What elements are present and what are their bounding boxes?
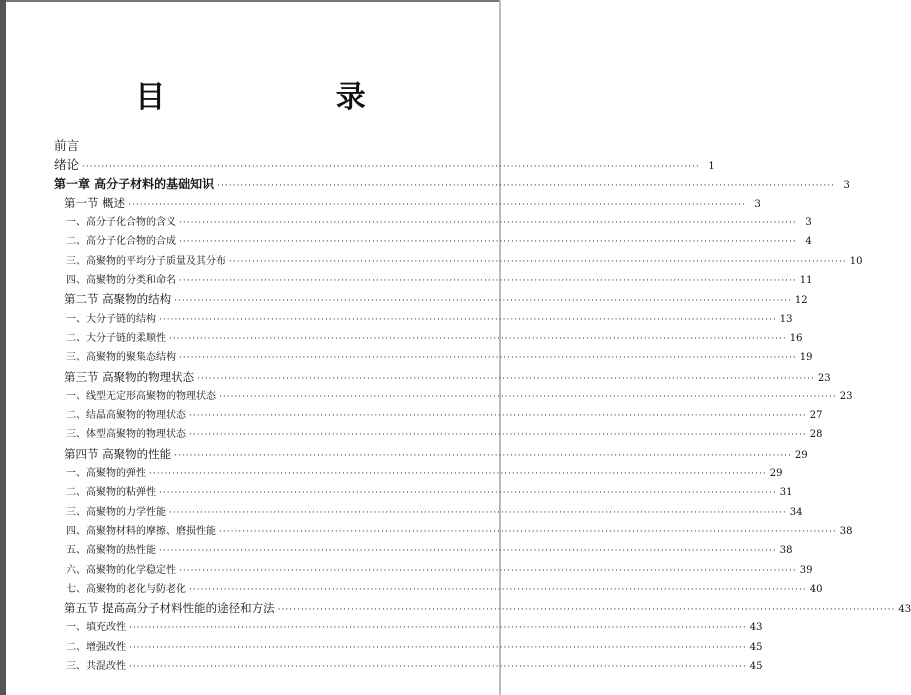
toc-entry (54, 232, 812, 251)
toc-entry-label: 一、高分子化合物的含义 (66, 217, 176, 229)
dot-leader: ································································································································································ (169, 333, 787, 344)
toc-entry (54, 483, 793, 502)
toc-entry (54, 348, 813, 367)
toc-entry-page: 23 (839, 390, 853, 402)
toc-entry (54, 541, 793, 560)
toc-entry-page: 38 (779, 545, 793, 557)
toc-entry (54, 290, 808, 309)
toc-entry-label: 七、高聚物的老化与防老化 (66, 583, 186, 595)
toc-entry-label: 一、线型无定形高聚物的物理状态 (66, 390, 216, 402)
toc-entry-page: 45 (749, 661, 763, 673)
dot-leader: ································································································································································ (169, 507, 787, 518)
toc-entry (54, 175, 850, 194)
dot-leader: ································································································································································ (179, 276, 797, 287)
dot-leader: ································································································································································ (129, 662, 747, 673)
dot-leader: ································································································································································ (197, 373, 815, 384)
toc-entry-label: 三、体型高聚物的物理状态 (66, 429, 186, 441)
dot-leader: ································································································································································ (129, 623, 747, 634)
toc-entry-label: 四、高聚物材料的摩擦、磨损性能 (66, 525, 216, 537)
toc-entry-page: 3 (754, 198, 761, 210)
toc-entry-page: 43 (898, 604, 911, 616)
toc-entry-page: 29 (794, 449, 808, 461)
toc-entry-page: 23 (817, 372, 831, 384)
toc-entry-label: 一、大分子链的结构 (66, 313, 156, 325)
toc-entry (54, 561, 813, 580)
toc-entry (54, 580, 823, 599)
toc-entry-label: 五、高聚物的热性能 (66, 545, 156, 557)
toc-entry-label: 三、共混改性 (66, 661, 126, 673)
dot-leader: ································································································································································ (189, 430, 807, 441)
dot-leader: ································································································································································ (159, 314, 777, 325)
toc-entry-page: 4 (805, 236, 812, 248)
toc-entry (54, 503, 803, 522)
page-title: 目 录 (135, 80, 446, 115)
toc-entry (54, 329, 803, 348)
toc-entry-page: 40 (809, 583, 823, 595)
toc-entry (54, 657, 763, 676)
toc-entry-page: 19 (799, 352, 813, 364)
toc-entry-page: 28 (809, 429, 823, 441)
dot-leader: ································································································································································ (219, 391, 837, 402)
toc-entry (54, 522, 853, 541)
dot-leader: ································································································································································ (128, 199, 746, 210)
dot-leader: ································································································································································ (159, 546, 777, 557)
toc-entry-label: 第四节 高聚物的性能 (64, 446, 172, 461)
toc-entry-label: 四、高聚物的分类和命名 (66, 275, 176, 287)
toc-entry-label: 六、高聚物的化学稳定性 (66, 564, 176, 576)
toc-entry-label: 三、高聚物的力学性能 (66, 506, 166, 518)
toc-entry-label: 二、增强改性 (66, 641, 126, 653)
toc-entry (54, 368, 831, 387)
toc-entry (54, 155, 715, 174)
toc-entry-label: 绪论 (54, 157, 80, 173)
toc-entry-page: 13 (779, 313, 793, 325)
toc-entry (54, 425, 823, 444)
toc-entry-page: 29 (769, 468, 783, 480)
toc-entry-page: 1 (708, 161, 715, 173)
dot-leader: ································································································································································ (174, 296, 792, 307)
toc-entry (54, 136, 444, 155)
dot-leader: ································································································································································ (179, 565, 797, 576)
table-of-contents (54, 136, 911, 676)
dot-leader: ································································································································································ (219, 526, 837, 537)
dot-leader: ································································································································································ (82, 162, 700, 173)
dot-leader: ································································································································································ (179, 218, 797, 229)
toc-entry-label: 二、大分子链的柔顺性 (66, 332, 166, 344)
toc-entry-page: 12 (794, 295, 808, 307)
toc-entry-label: 第三节 高聚物的物理状态 (64, 369, 195, 384)
dot-leader: ································································································································································ (159, 488, 777, 499)
toc-entry-label: 三、高聚物的平均分子质量及其分布 (66, 255, 226, 267)
toc-entry-page: 38 (839, 525, 853, 537)
dot-leader: ································································································································································ (229, 256, 847, 267)
toc-entry-label: 第五节 提高高分子材料性能的途径和方法 (64, 601, 275, 616)
dot-leader: ································································································································································ (189, 584, 807, 595)
toc-entry-label: 前言 (54, 138, 80, 153)
toc-entry (54, 310, 793, 329)
toc-entry (54, 194, 761, 213)
toc-entry (54, 618, 763, 637)
toc-entry-label: 一、填充改性 (66, 622, 126, 634)
toc-entry-label: 二、结晶高聚物的物理状态 (66, 410, 186, 422)
toc-entry (54, 445, 808, 464)
toc-entry-page: 43 (749, 622, 763, 634)
toc-entry (54, 213, 812, 232)
toc-entry (54, 271, 813, 290)
toc-entry-label: 第一节 概述 (64, 195, 126, 210)
toc-entry-page: 3 (805, 217, 812, 229)
dot-leader: ································································································································································ (179, 353, 797, 364)
toc-entry (54, 406, 823, 425)
dot-leader: ································································································································································ (277, 605, 896, 616)
toc-entry (54, 252, 863, 271)
dot-leader: ································································································································································ (189, 411, 807, 422)
toc-entry-page: 11 (799, 275, 813, 287)
toc-entry (54, 464, 783, 483)
toc-entry-page: 16 (789, 332, 803, 344)
toc-entry (54, 387, 853, 406)
dot-leader: ································································································································································ (149, 469, 767, 480)
toc-entry-label: 二、高聚物的粘弹性 (66, 487, 156, 499)
toc-entry-label: 第一章 高分子材料的基础知识 (54, 176, 215, 191)
dot-leader: ································································································································································ (217, 180, 835, 191)
toc-entry-page: 10 (849, 255, 863, 267)
dot-leader: ································································································································································ (179, 237, 797, 248)
toc-entry-page: 3 (843, 179, 850, 191)
toc-entry-label: 第二节 高聚物的结构 (64, 292, 172, 307)
toc-entry-label: 二、高分子化合物的合成 (66, 236, 176, 248)
dot-leader: ································································································································································ (129, 642, 747, 653)
toc-entry (54, 638, 763, 657)
toc-entry-page: 27 (809, 410, 823, 422)
toc-entry (54, 599, 911, 618)
toc-entry-page: 34 (789, 506, 803, 518)
toc-entry-page: 45 (749, 641, 763, 653)
toc-entry-label: 一、高聚物的弹性 (66, 468, 146, 480)
toc-entry-label: 三、高聚物的聚集态结构 (66, 352, 176, 364)
toc-entry-page: 39 (799, 564, 813, 576)
dot-leader: ································································································································································ (174, 450, 792, 461)
page-edge-top (0, 0, 501, 2)
toc-entry-page: 31 (779, 487, 793, 499)
